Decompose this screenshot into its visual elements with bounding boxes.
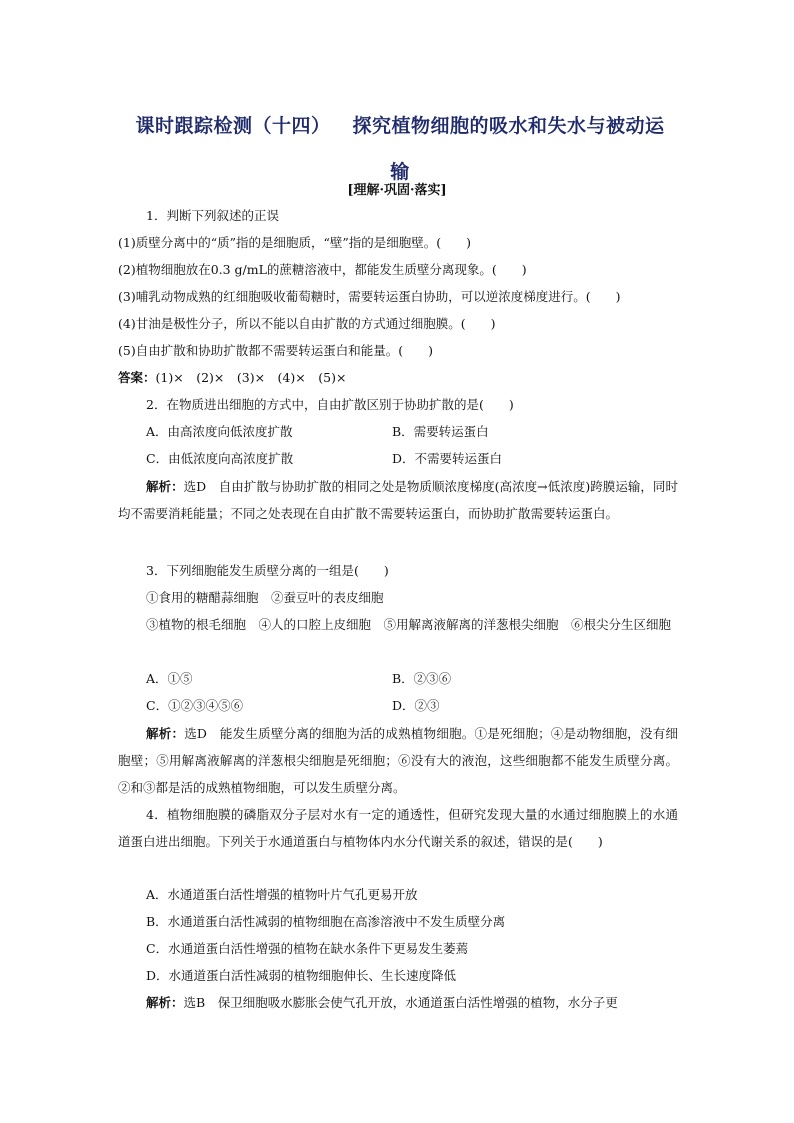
q3-analysis <box>118 720 678 801</box>
q2-option-b: B．需要转运蛋白 <box>392 424 489 439</box>
q4-option-b: B．水通道蛋白活性减弱的植物细胞在高渗溶液中不发生质壁分离 <box>146 914 506 929</box>
q3-line-1: ①食用的糖醋蒜细胞 ②蚕豆叶的表皮细胞 <box>146 590 384 605</box>
q1-item-2: (2)植物细胞放在0.3 g/mL的蔗糖溶液中，都能发生质壁分离现象。( ) <box>118 262 527 277</box>
analysis-text: 选D 自由扩散与协助扩散的相同之处是物质顺浓度梯度(高浓度→低浓度)跨膜运输，同时均不需要消耗能量；不同之处表现在自由扩散不需要转运蛋白，而协助扩散需要转运蛋白。 <box>118 479 678 521</box>
section-subtitle: [理解·巩固·落实] <box>347 183 447 198</box>
q2-stem: 2．在物质进出细胞的方式中，自由扩散区别于协助扩散的是( ) <box>146 397 514 412</box>
analysis-label: 解析： <box>146 995 184 1010</box>
q1-answer <box>118 370 346 386</box>
q3-option-b: B．②③⑥ <box>392 671 452 686</box>
q4-option-c: C．水通道蛋白活性增强的植物在缺水条件下更易发生萎蔫 <box>146 941 469 956</box>
answer-label: 答案： <box>118 370 156 385</box>
q1-item-1: (1)质壁分离中的“质”指的是细胞质，“壁”指的是细胞壁。( ) <box>118 235 472 250</box>
q3-option-d: D．②③ <box>392 698 440 713</box>
q3-stem: 3．下列细胞能发生质壁分离的一组是( ) <box>146 563 389 578</box>
q2-option-a: A．由高浓度向低浓度扩散 <box>146 424 293 439</box>
title-part2: 探究植物细胞的吸水和失水与被动运 <box>352 115 665 137</box>
q4-option-a: A．水通道蛋白活性增强的植物叶片气孔更易开放 <box>146 887 418 902</box>
analysis-label: 解析： <box>146 726 185 741</box>
q4-option-d: D．水通道蛋白活性减弱的植物细胞伸长、生长速度降低 <box>146 968 457 983</box>
q2-option-d: D．不需要转运蛋白 <box>392 451 503 466</box>
q2-option-c: C．由低浓度向高浓度扩散 <box>146 451 294 466</box>
q1-item-5: (5)自由扩散和协助扩散都不需要转运蛋白和能量。( ) <box>118 343 433 358</box>
q2-analysis <box>118 473 678 527</box>
q1-item-3: (3)哺乳动物成熟的红细胞吸收葡萄糖时，需要转运蛋白协助，可以逆浓度梯度进行。( ) <box>118 289 621 304</box>
q3-option-a: A．①⑤ <box>146 671 193 686</box>
q4-analysis <box>146 995 618 1011</box>
title-part1: 课时跟踪检测（十四） <box>135 115 331 137</box>
answer-text: (1)× (2)× (3)× (4)× (5)× <box>155 370 347 385</box>
analysis-text: 选D 能发生质壁分离的细胞为活的成熟植物细胞。①是死细胞；④是动物细胞，没有细胞壁；⑤用解离液解离的洋葱根尖细胞是死细胞；⑥没有大的液泡，这些细胞都不能发生质壁分离。②和③都是活的成熟植物细胞，可以发生质壁分离。 <box>118 726 678 795</box>
analysis-text: 选B 保卫细胞吸水膨胀会使气孔开放，水通道蛋白活性增强的植物，水分子更 <box>183 995 618 1010</box>
q1-item-4: (4)甘油是极性分子，所以不能以自由扩散的方式通过细胞膜。( ) <box>118 316 496 331</box>
q1-stem: 1．判断下列叙述的正误 <box>146 208 279 223</box>
q3-line-2: ③植物的根毛细胞 ④人的口腔上皮细胞 ⑤用解离液解离的洋葱根尖细胞 ⑥根尖分生区细胞 <box>146 617 672 632</box>
title-part3: 输 <box>390 161 410 183</box>
q3-option-c: C．①②③④⑤⑥ <box>146 698 244 713</box>
analysis-label: 解析： <box>146 479 184 494</box>
q4-stem: 4．植物细胞膜的磷脂双分子层对水有一定的通透性，但研究发现大量的水通过细胞膜上的水通道蛋白进出细胞。下列关于水通道蛋白与植物体内水分代谢关系的叙述，错误的是( ) <box>118 807 678 849</box>
